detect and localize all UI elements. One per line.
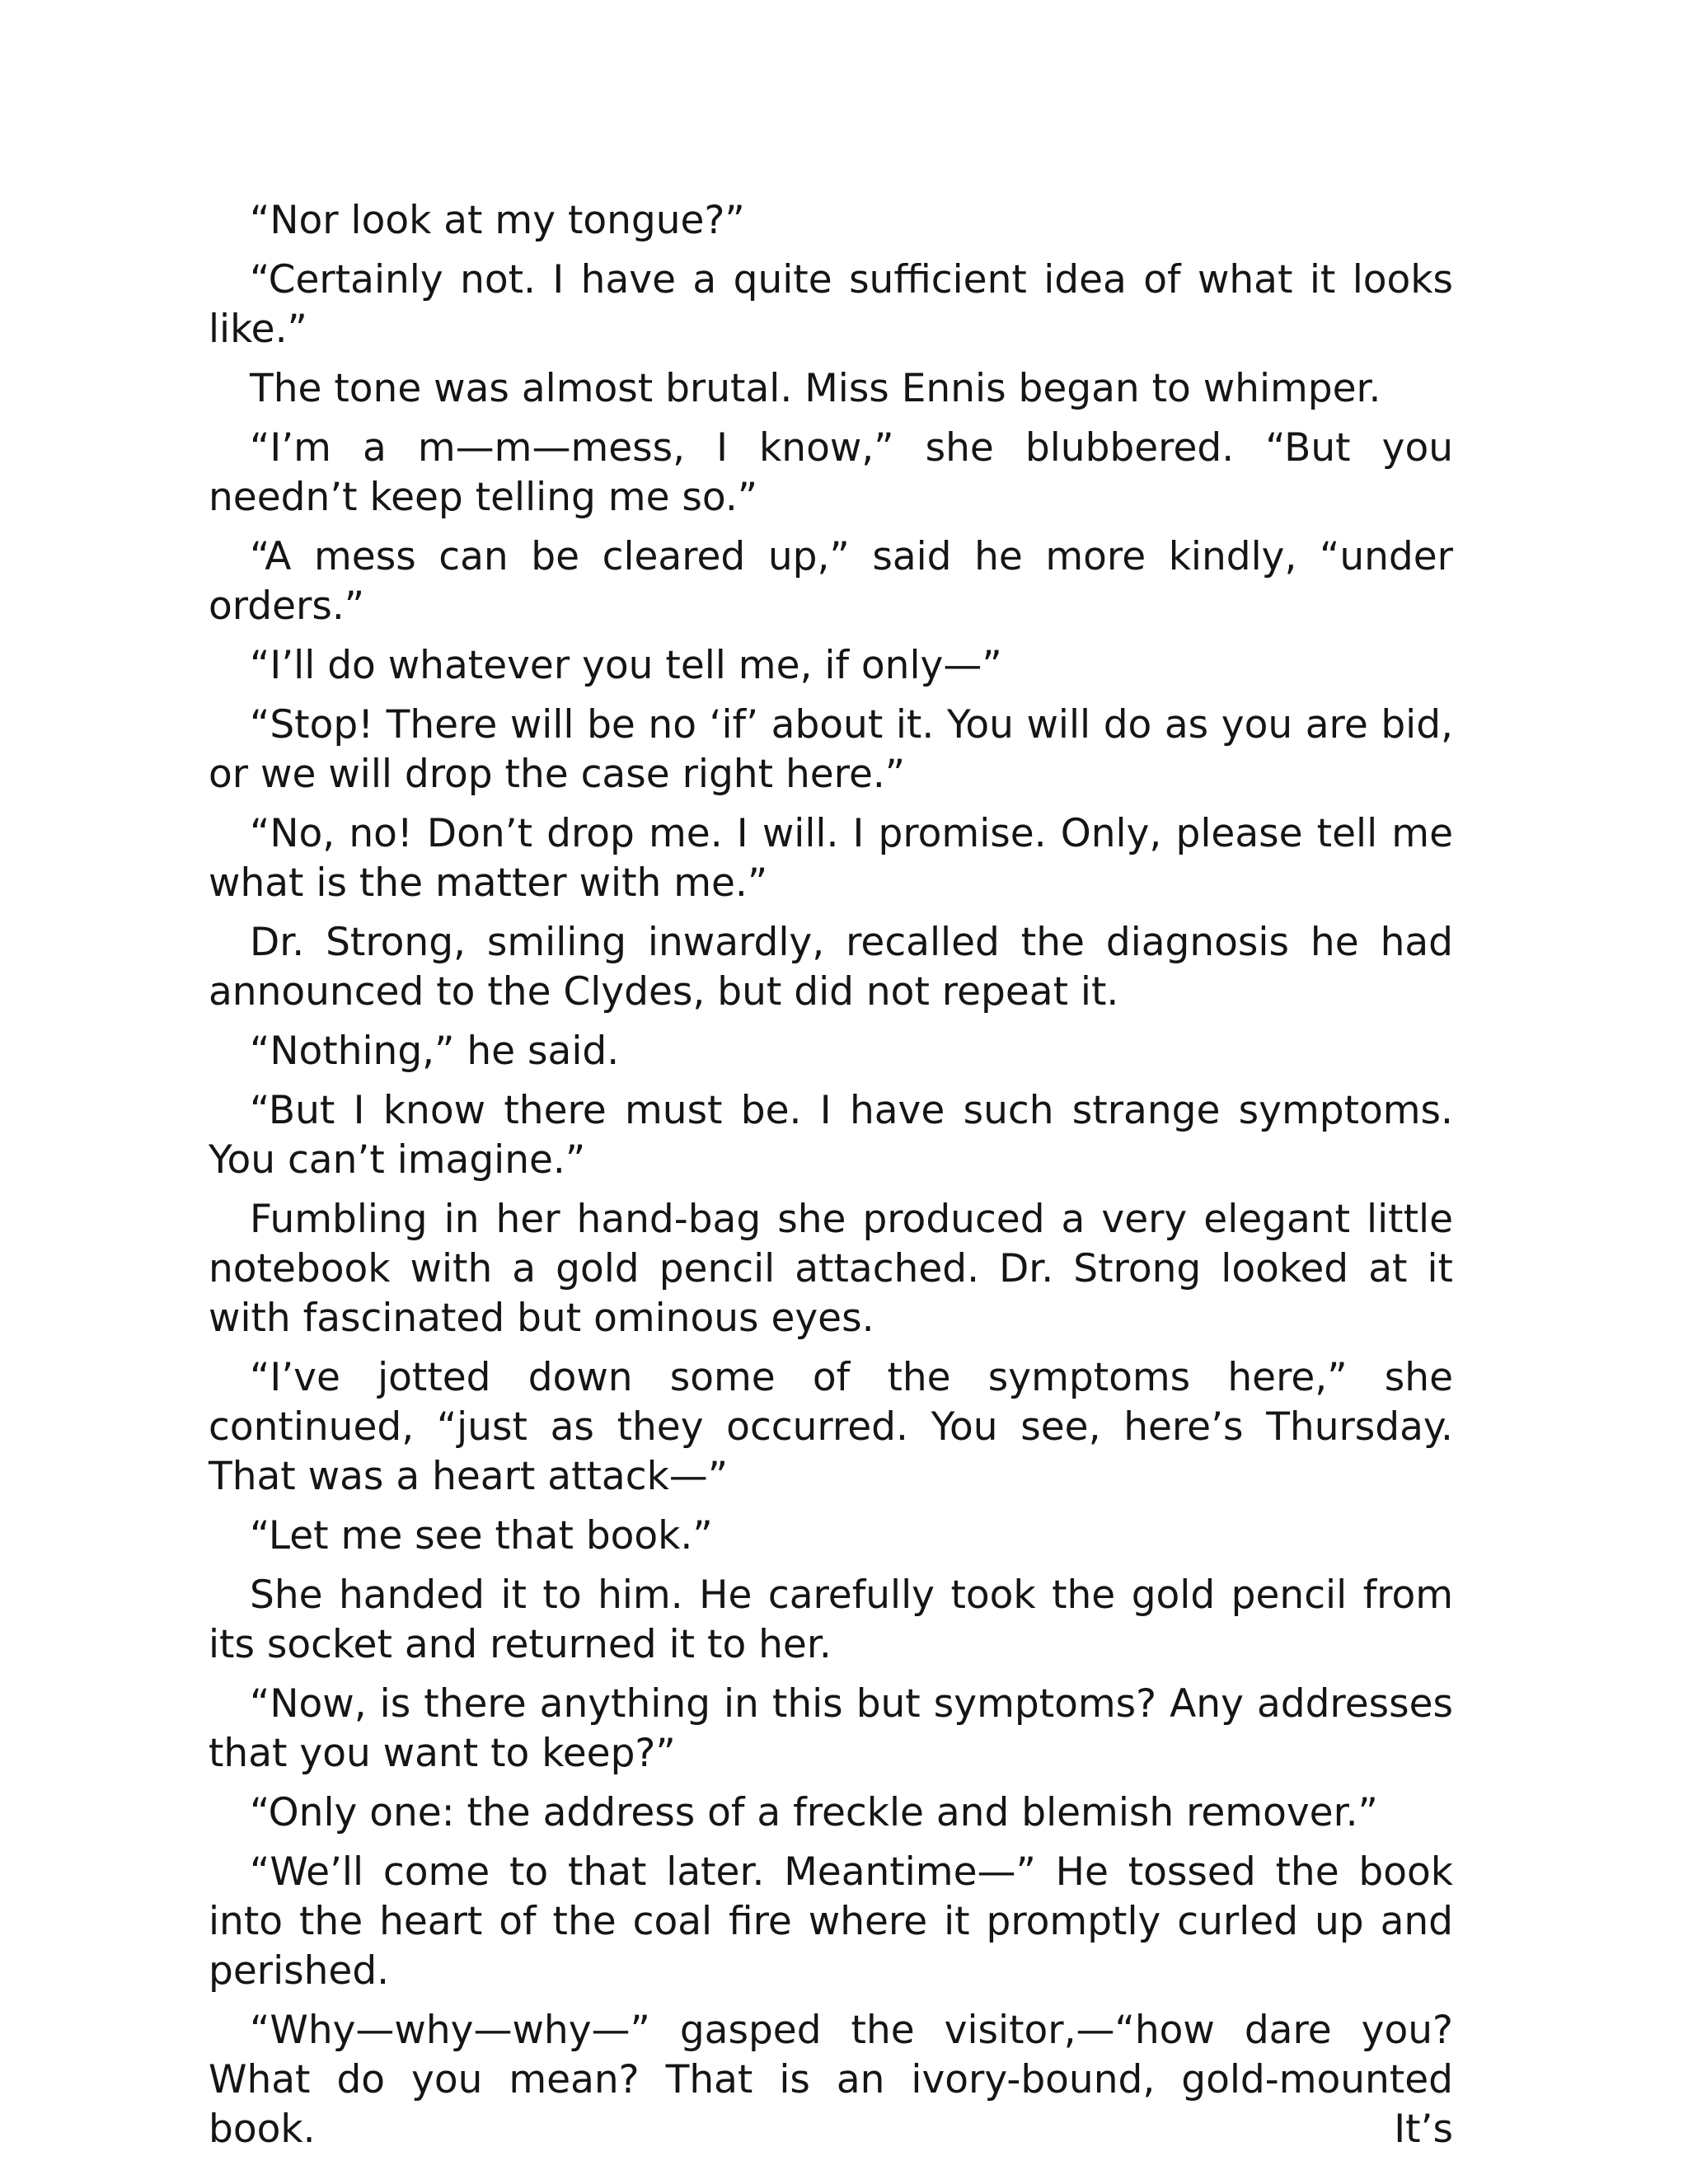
paragraph: “Let me see that book.” (250, 1513, 713, 1558)
paragraph: “I’ve jotted down some of the symptoms here,” she continued, “just as they occurred. You see, here’s Thursday. That was a heart attack—” (209, 1355, 1453, 1499)
paragraph: “Stop! There will be no ‘if’ about it. You will do as you are bid, or we will drop the case right here.” (209, 702, 1453, 797)
page-text (209, 196, 1453, 2164)
paragraph: She handed it to him. He carefully took the gold pencil from its socket and returned it to her. (209, 1572, 1453, 1667)
paragraph: “Nothing,” he said. (250, 1029, 620, 1074)
paragraph: “Only one: the address of a freckle and blemish remover.” (250, 1790, 1378, 1835)
paragraph: “We’ll come to that later. Meantime—” He tossed the book into the heart of the coal fire where it promptly curled up and perished. (209, 1849, 1453, 1994)
paragraph: Dr. Strong, smiling inwardly, recalled the diagnosis he had announced to the Clydes, but did not repeat it. (209, 920, 1453, 1015)
paragraph: “I’ll do whatever you tell me, if only—” (250, 643, 1002, 688)
paragraph: “I’m a m—m—mess, I know,” she blubbered. “But you needn’t keep telling me so.” (209, 425, 1453, 520)
paragraph: “Nor look at my tongue?” (250, 198, 745, 243)
paragraph: “A mess can be cleared up,” said he more kindly, “under orders.” (209, 534, 1453, 629)
paragraph: “But I know there must be. I have such strange symptoms. You can’t imagine.” (209, 1088, 1453, 1183)
paragraph: “Why—why—why—” gasped the visitor,—“how dare you? What do you mean? That is an ivory-bound, gold-mounted book. It’s (209, 2008, 1453, 2152)
paragraph: “No, no! Don’t drop me. I will. I promise. Only, please tell me what is the matter with me.” (209, 811, 1453, 906)
paragraph: “Now, is there anything in this but symptoms? Any addresses that you want to keep?” (209, 1681, 1453, 1776)
paragraph: “Certainly not. I have a quite sufficient idea of what it looks like.” (209, 257, 1453, 352)
paragraph: Fumbling in her hand-bag she produced a very elegant little notebook with a gold pencil attached. Dr. Strong looked at it with fascinated but ominous eyes. (209, 1197, 1453, 1341)
paragraph: The tone was almost brutal. Miss Ennis began to whimper. (250, 366, 1381, 411)
